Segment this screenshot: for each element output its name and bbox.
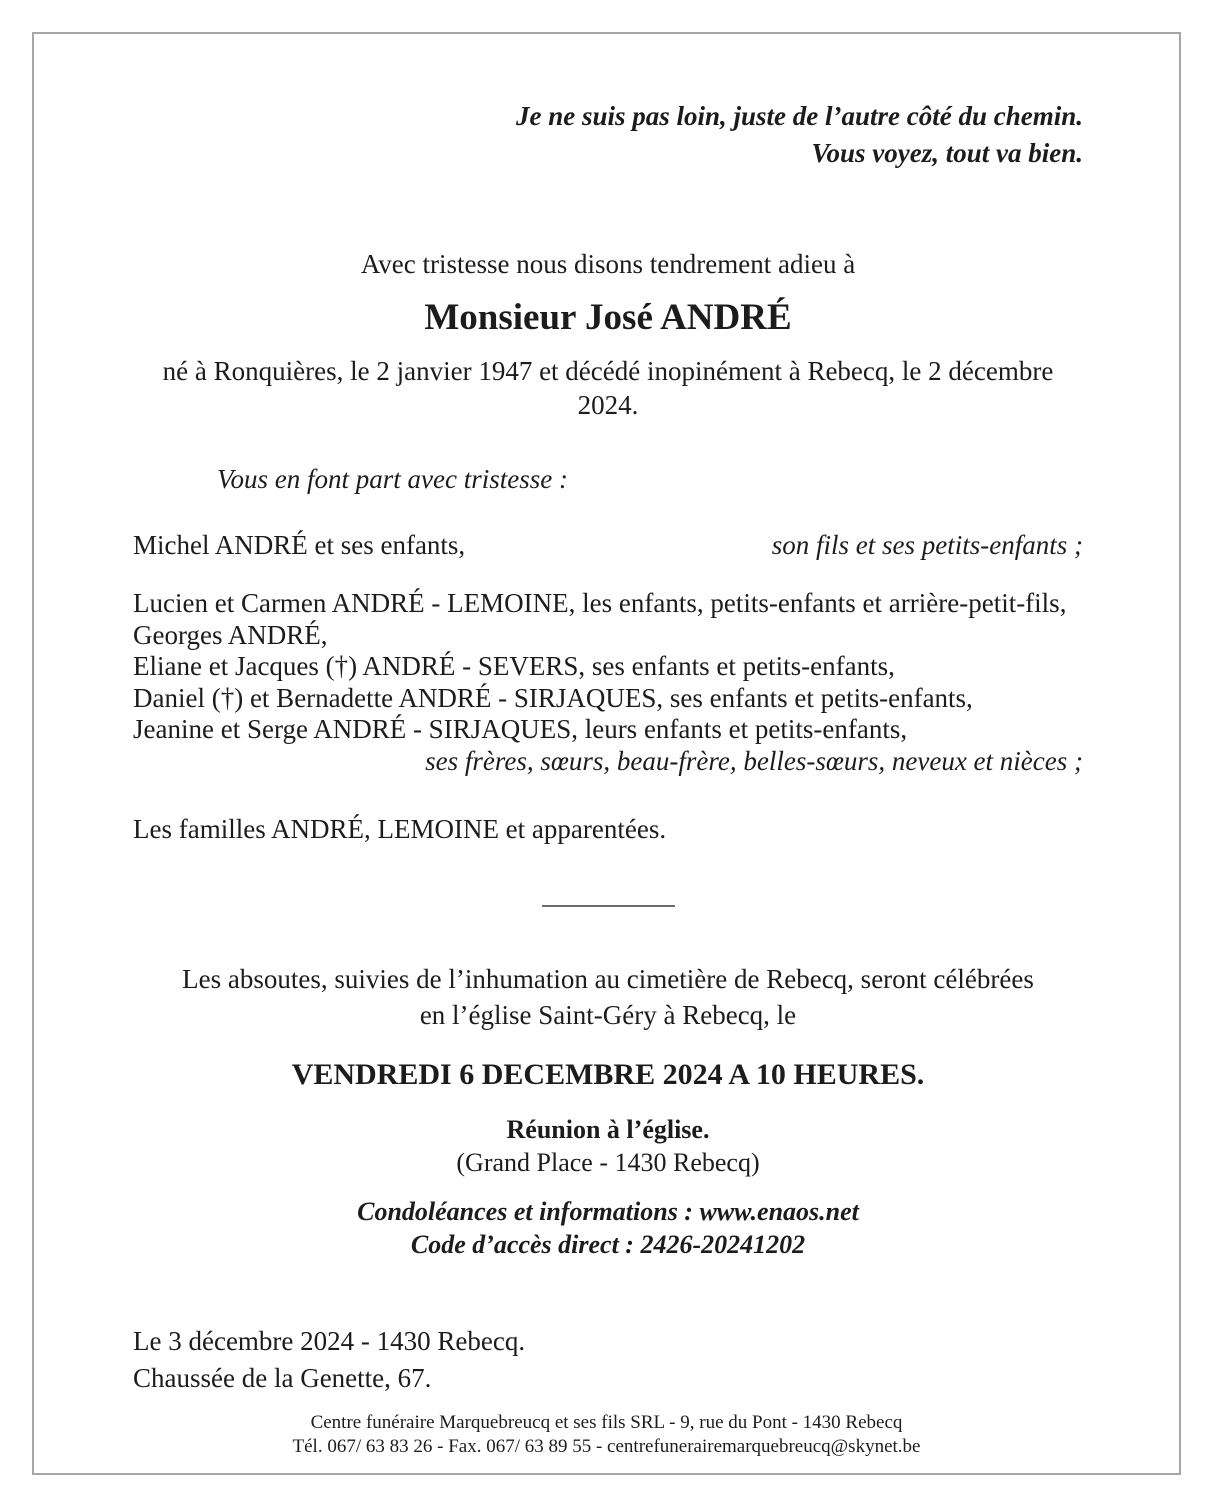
condolences-info bbox=[133, 1195, 1083, 1261]
family-siblings-relation: ses frères, sœurs, beau-frère, belles-sœurs, neveux et nièces ; bbox=[425, 745, 1083, 776]
family-sibling-row: Daniel (†) et Bernadette ANDRÉ - SIRJAQUES, ses enfants et petits-enfants, bbox=[133, 682, 973, 713]
related-families-line: Les familles ANDRÉ, LEMOINE et apparentées. bbox=[133, 814, 667, 844]
ceremony-datetime: VENDREDI 6 DECEMBRE 2024 A 10 HEURES. bbox=[291, 1058, 925, 1091]
ceremony-line-1: Les absoutes, suivies de l’inhumation au cimetière de Rebecq, seront célébrées bbox=[182, 964, 1034, 994]
issued-date-line: Le 3 décembre 2024 - 1430 Rebecq. bbox=[133, 1326, 526, 1356]
section-divider bbox=[542, 905, 675, 907]
family-son-relation: son fils et ses petits-enfants ; bbox=[771, 530, 1083, 560]
intro-line: Avec tristesse nous disons tendrement adieu à bbox=[360, 249, 856, 279]
issued-block bbox=[133, 1323, 1083, 1397]
condolences-access-code-line: Code d’accès direct : 2426-20241202 bbox=[410, 1230, 806, 1259]
family-sibling-row: Lucien et Carmen ANDRÉ - LEMOINE, les enfants, petits-enfants et arrière-petit-fils, bbox=[133, 588, 1067, 618]
ceremony-details bbox=[133, 961, 1083, 1033]
funeral-home-name-address: Centre funéraire Marquebreucq et ses fils SRL - 9, rue du Pont - 1430 Rebecq bbox=[310, 1412, 903, 1433]
memorial-quote-line-2: Vous voyez, tout va bien. bbox=[811, 138, 1083, 168]
meeting-address: (Grand Place - 1430 Rebecq) bbox=[456, 1148, 760, 1177]
funeral-home-footer bbox=[32, 1411, 1181, 1459]
family-son-names: Michel ANDRÉ et ses enfants, bbox=[133, 530, 466, 560]
family-sibling-row: Jeanine et Serge ANDRÉ - SIRJAQUES, leurs enfants et petits-enfants, bbox=[133, 714, 908, 744]
meeting-point: Réunion à l’église. bbox=[506, 1115, 710, 1144]
family-sibling-row: Eliane et Jacques (†) ANDRÉ - SEVERS, ses enfants et petits-enfants, bbox=[133, 651, 895, 681]
announcement-lead: Vous en font part avec tristesse : bbox=[217, 464, 568, 494]
family-son-row bbox=[133, 528, 1083, 562]
announcement-page bbox=[32, 32, 1181, 1475]
family-siblings-list bbox=[133, 588, 1083, 746]
ceremony-line-2: en l’église Saint-Géry à Rebecq, le bbox=[419, 1000, 797, 1030]
issued-address-line: Chaussée de la Genette, 67. bbox=[133, 1363, 432, 1393]
memorial-quote bbox=[133, 98, 1083, 172]
deceased-life-dates: né à Ronquières, le 2 janvier 1947 et décédé inopinément à Rebecq, le 2 décembre 2024. bbox=[162, 356, 1054, 420]
funeral-home-contact: Tél. 067/ 63 83 26 - Fax. 067/ 63 89 55 - centrefunerairemarquebreucq@skynet.be bbox=[292, 1436, 921, 1457]
condolences-website-line: Condoléances et informations : www.enaos.net bbox=[357, 1197, 859, 1226]
memorial-quote-line-1: Je ne suis pas loin, juste de l’autre côté du chemin. bbox=[515, 101, 1083, 131]
deceased-name: Monsieur José ANDRÉ bbox=[424, 297, 792, 338]
family-sibling-row: Georges ANDRÉ, bbox=[133, 619, 328, 650]
